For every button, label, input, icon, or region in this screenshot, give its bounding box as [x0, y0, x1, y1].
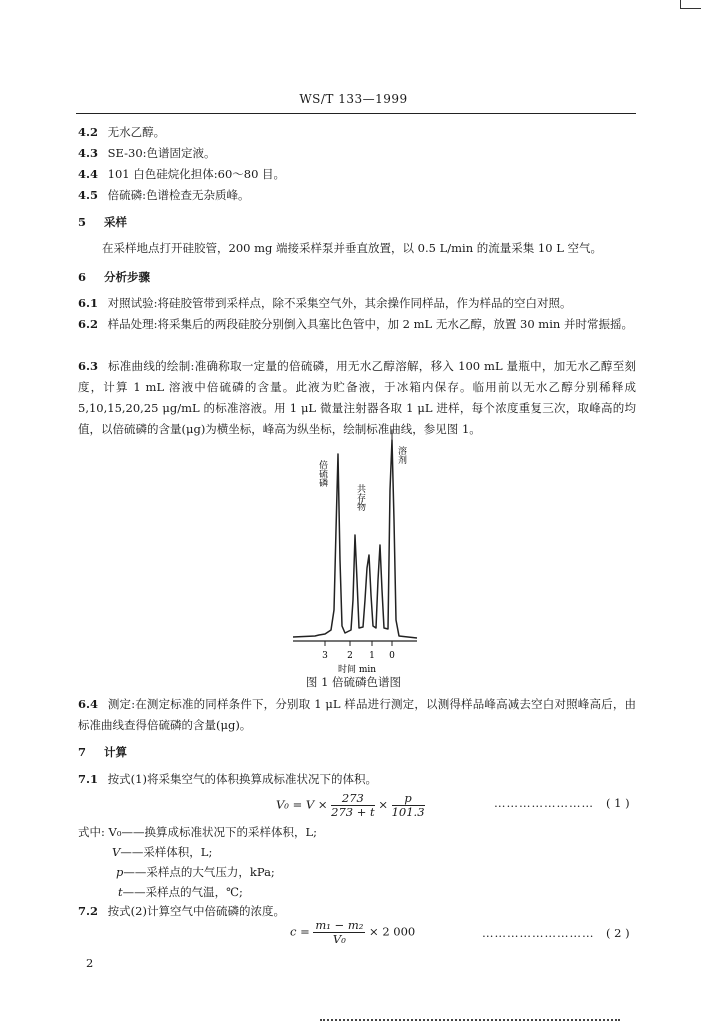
- peak-label-coexist: 共存物: [355, 484, 365, 511]
- peak-label-solvent: 溶剂: [396, 446, 406, 464]
- section-heading-5: 5 采样: [78, 215, 127, 229]
- header-rule: [76, 113, 636, 114]
- chromatogram-figure: [285, 430, 425, 676]
- paragraph-6-1: 6.1 对照试验:将硅胶管带到采样点，除不采集空气外，其余操作同样品，作为样品的空白对照。: [78, 296, 572, 310]
- tick-label: 3: [322, 651, 328, 661]
- tick-label: 0: [389, 651, 395, 661]
- page-number: 2: [86, 956, 94, 970]
- tick-label: 1: [369, 651, 375, 661]
- where-item: 式中: V₀——换算成标准状况下的采样体积，L;: [78, 825, 317, 839]
- figure-caption: 图 1 倍硫磷色谱图: [305, 675, 402, 689]
- paragraph-6-4: 6.4 测定:在测定标准的同样条件下，分别取 1 μL 样品进行测定，以测得样品峰高减去空白对照峰高后，由标准曲线查得倍硫磷的含量(μg)。: [78, 697, 637, 732]
- paragraph-6-2: 6.2 样品处理:将采集后的两段硅胶分别倒入具塞比色管中，加 2 mL 无水乙醇，放置 30 min 并时常振摇。: [78, 317, 633, 331]
- tick-label: 2: [347, 651, 353, 661]
- where-item: V——采样体积，L;: [112, 845, 213, 859]
- list-item: 4.3 SE-30:色谱固定液。: [78, 146, 216, 160]
- paragraph-7-1: 7.1 按式(1)将采集空气的体积换算成标准状况下的体积。: [78, 772, 377, 786]
- page-header-code: WS/T 133—1999: [299, 92, 408, 106]
- list-item: 4.2 无水乙醇。: [78, 125, 166, 139]
- scan-edge: [320, 1019, 620, 1023]
- where-item: p——采样点的大气压力，kPa;: [116, 865, 275, 879]
- peak-label-pesticide: 倍硫磷: [317, 460, 327, 487]
- where-item: t——采样点的气温，℃;: [118, 885, 243, 899]
- section-heading-7: 7 计算: [78, 745, 127, 759]
- equation-2: c = $\frac{\text{m₁ − m₂}}{\text{V₀}}$ × 2 000: [290, 918, 416, 946]
- paragraph-6-3: 6.3 标准曲线的绘制:准确称取一定量的倍硫磷，用无水乙醇溶解，移入 100 mL 量瓶中，加无水乙醇至刻度，计算 1 mL 溶液中倍硫磷的含量。此液为贮备液，于冰箱内保存。临用前以无水乙醇分别稀释成 5,10,15,20,25 μg/mL 的标准溶液。用 1 μL 微量注射器各取 1 μL 进样，每个浓度重复三次，取峰高的均值，以倍硫磷的含量(μg)为横坐标，峰高为纵坐标，绘制标准曲线，参见图 1。: [78, 359, 637, 436]
- sampling-paragraph: 在采样地点打开硅胶管，200 mg 端接采样泵并垂直放置，以 0.5 L/min 的流量采集 10 L 空气。: [102, 241, 603, 255]
- section-heading-6: 6 分析步骤: [78, 270, 150, 284]
- list-item: 4.4 101 白色硅烷化担体:60～80 目。: [78, 167, 286, 181]
- equation-1-tag: ( 1 ): [606, 796, 630, 810]
- paragraph-7-2: 7.2 按式(2)计算空气中倍硫磷的浓度。: [78, 904, 285, 918]
- corner-mark: [680, 0, 701, 9]
- time-axis-label: 时间 min: [337, 665, 377, 675]
- equation-2-tag: ( 2 ): [606, 926, 630, 940]
- equation-1-dots: ……………………: [494, 796, 594, 810]
- chromatogram-trace: [293, 440, 417, 638]
- equation-2-dots: ………………………: [482, 926, 595, 940]
- equation-1: V₀ = V × $\frac{273}{273 + t}$ × $\frac{p}{101.3}$: [276, 791, 425, 819]
- list-item: 4.5 倍硫磷:色谱检查无杂质峰。: [78, 188, 250, 202]
